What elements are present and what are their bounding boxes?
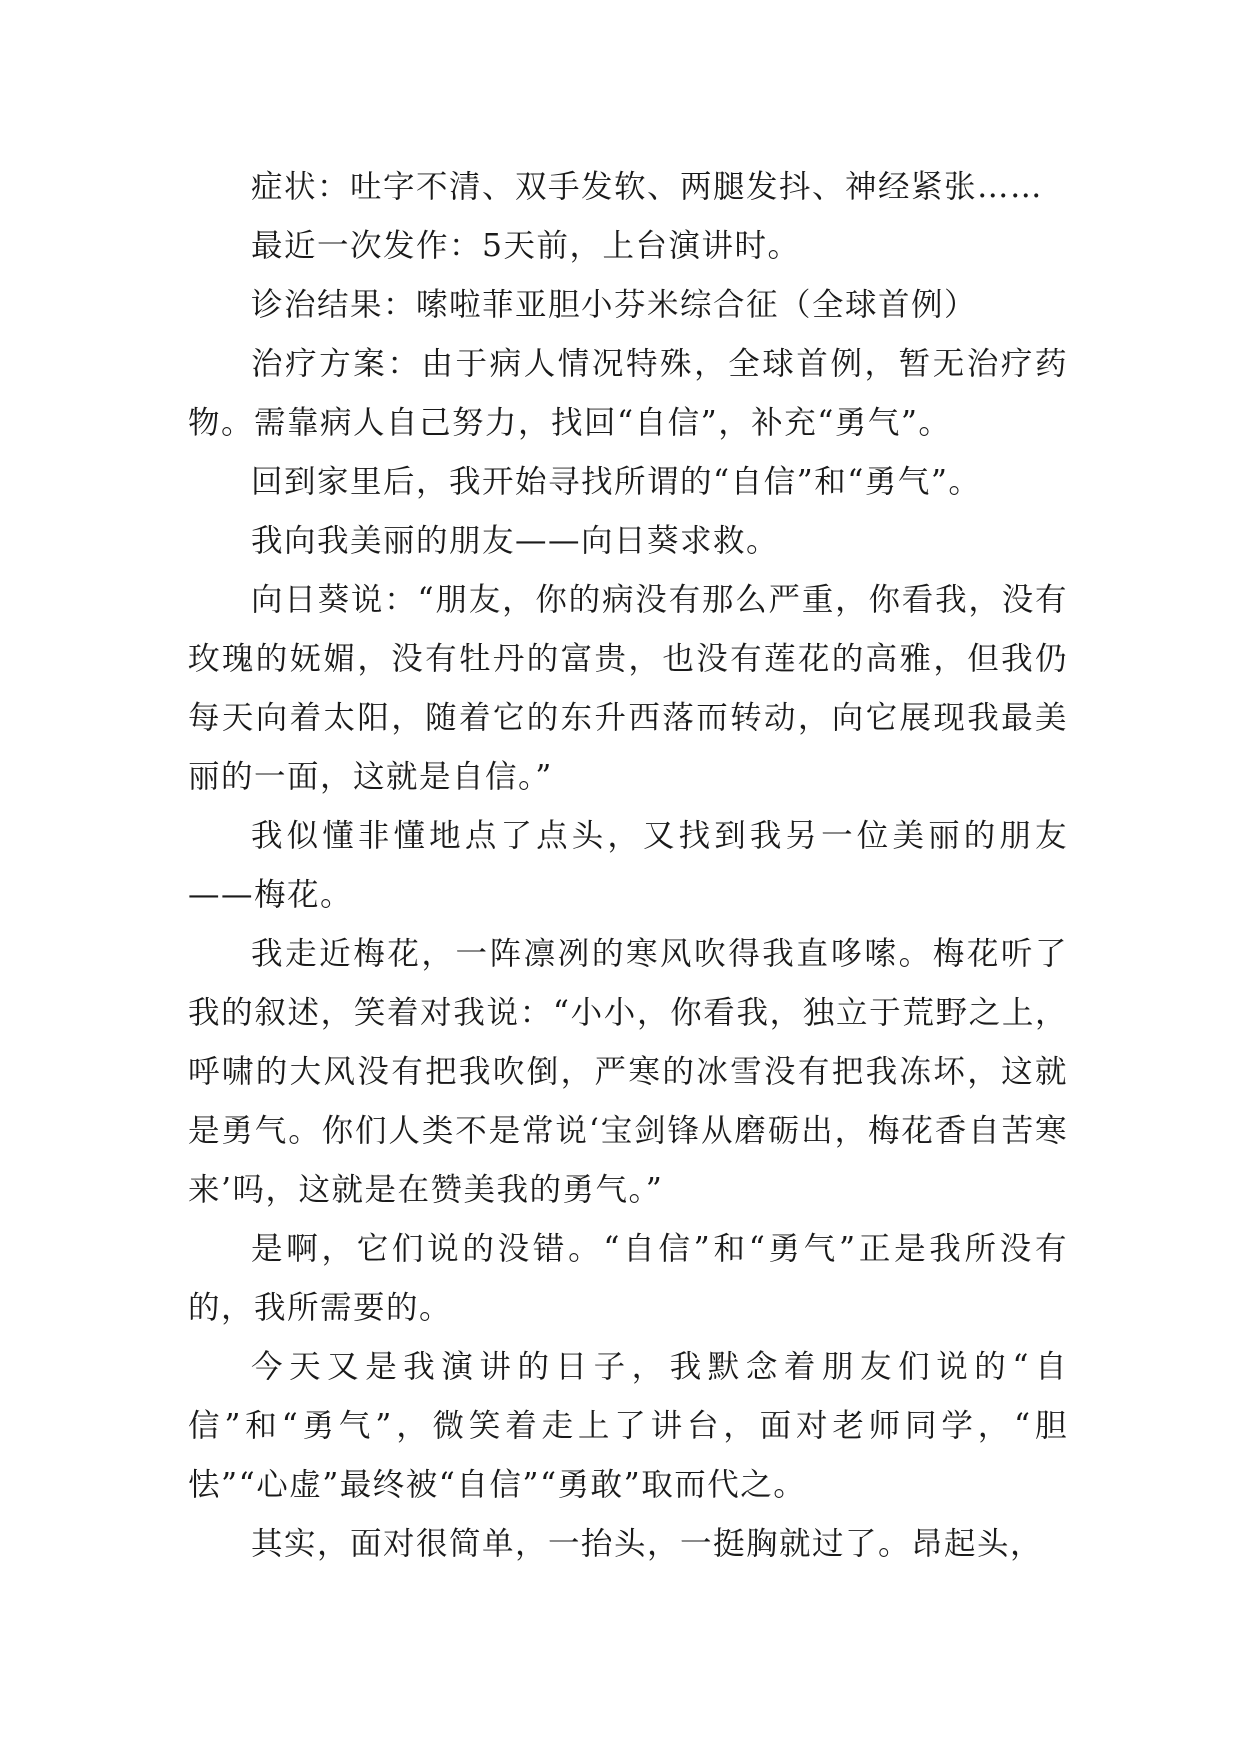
paragraph-symptoms: 症状：吐字不清、双手发软、两腿发抖、神经紧张…… — [251, 169, 1044, 205]
paragraph-last-episode: 最近一次发作：5天前，上台演讲时。 — [251, 228, 801, 264]
paragraph-plum-speech: 我走近梅花，一阵凛冽的寒风吹得我直哆嗦。梅花听了我的叙述，笑着对我说：“小小，你看我，独立于荒野之上，呼啸的大风没有把我吹倒，严寒的冰雪没有把我冻坏，这就是勇气。你们人类不是常说‘宝剑锋从磨砺出，梅花香自苦寒来’吗，这就是在赞美我的勇气。” — [188, 936, 1068, 1208]
paragraph-reflection: 是啊，它们说的没错。“自信”和“勇气”正是我所没有的，我所需要的。 — [188, 1231, 1068, 1326]
paragraph-conclusion: 其实，面对很简单，一抬头，一挺胸就过了。昂起头， — [251, 1526, 1044, 1562]
paragraph-speech-day: 今天又是我演讲的日子，我默念着朋友们说的“自信”和“勇气”，微笑着走上了讲台，面对老师同学，“胆怯”“心虚”最终被“自信”“勇敢”取而代之。 — [188, 1349, 1068, 1503]
paragraph-diagnosis: 诊治结果：嗦啦菲亚胆小芬米综合征（全球首例） — [251, 287, 978, 323]
paragraph-home: 回到家里后，我开始寻找所谓的“自信”和“勇气”。 — [251, 464, 982, 500]
document-body — [188, 158, 1068, 1574]
paragraph-plum-intro: 我似懂非懂地点了点头，又找到我另一位美丽的朋友——梅花。 — [188, 818, 1068, 913]
paragraph-sunflower-speech: 向日葵说：“朋友，你的病没有那么严重，你看我，没有玫瑰的妩媚，没有牡丹的富贵，也没有莲花的高雅，但我仍每天向着太阳，随着它的东升西落而转动，向它展现我最美丽的一面，这就是自信。” — [188, 582, 1068, 795]
paragraph-treatment: 治疗方案：由于病人情况特殊，全球首例，暂无治疗药物。需靠病人自己努力，找回“自信”，补充“勇气”。 — [188, 346, 1068, 441]
paragraph-sunflower-intro: 我向我美丽的朋友——向日葵求救。 — [251, 523, 780, 559]
